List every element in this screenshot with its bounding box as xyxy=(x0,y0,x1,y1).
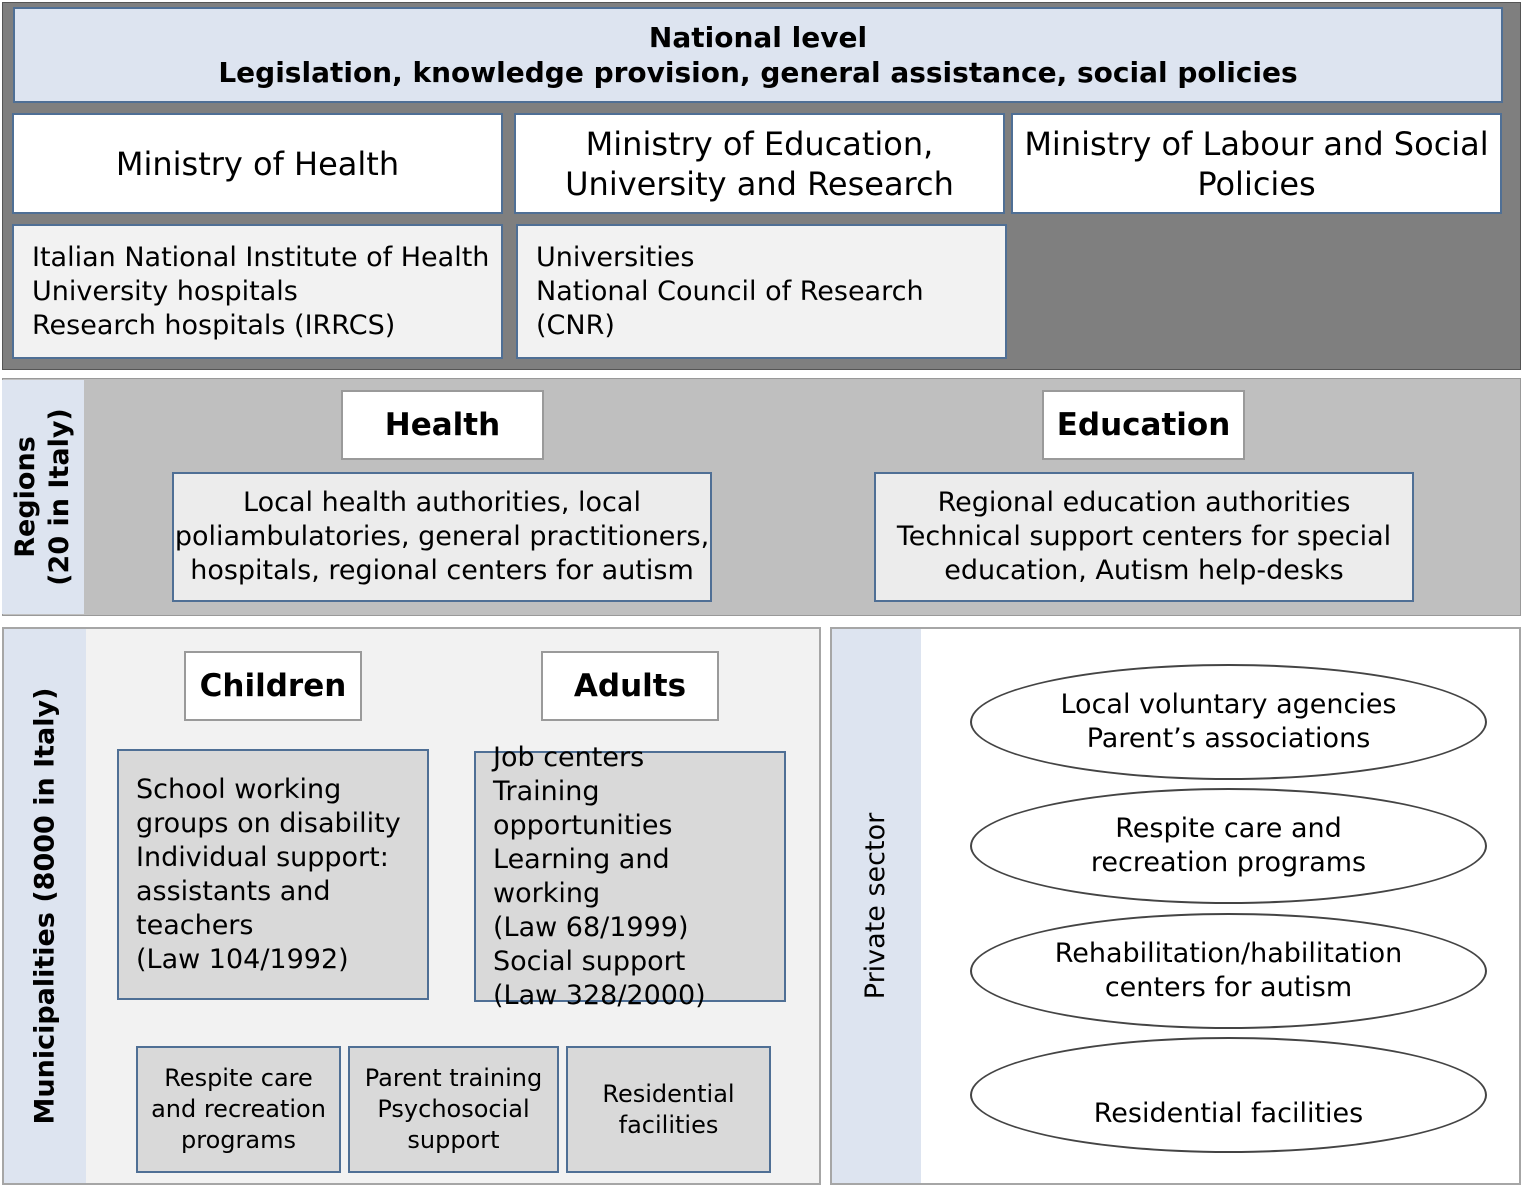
regional-health-line: poliambulatories, general practitioners, xyxy=(174,521,710,552)
children-service-line: groups on disability xyxy=(136,807,401,839)
residential-facilities-box xyxy=(566,1046,771,1173)
parent-training-box xyxy=(348,1046,559,1173)
residential-facilities-line: facilities xyxy=(618,1110,719,1139)
rehabilitation-centers-ellipse xyxy=(970,913,1487,1029)
respite-care-line: programs xyxy=(181,1126,296,1154)
adults-service-line: Social support xyxy=(493,945,686,977)
children-service-line: teachers xyxy=(136,909,254,941)
regions-side-label xyxy=(2,380,84,614)
regions-health-header: Health xyxy=(341,390,544,460)
health-institution-item: Research hospitals (IRRCS) xyxy=(32,309,396,341)
residential-facilities-ellipse xyxy=(970,1037,1487,1153)
private-item-line: centers for autism xyxy=(1104,972,1353,1003)
health-institutions-box xyxy=(12,224,503,359)
private-item-line: recreation programs xyxy=(1090,847,1367,878)
regional-health-line: hospitals, regional centers for autism xyxy=(190,555,694,586)
national-level-header xyxy=(13,7,1503,103)
private-item-line: Local voluntary agencies xyxy=(1060,689,1397,720)
municipalities-side-label xyxy=(4,629,86,1183)
respite-care-box xyxy=(136,1046,341,1173)
adults-header: Adults xyxy=(541,651,719,721)
education-institutions-box xyxy=(516,224,1007,359)
regional-education-services-box xyxy=(874,472,1414,602)
children-header: Children xyxy=(184,651,362,721)
ministry-labour-line: Policies xyxy=(1197,164,1316,203)
adults-service-line: (Law 328/2000) xyxy=(493,979,706,1011)
parent-training-line: Psychosocial xyxy=(377,1095,530,1123)
health-institution-item: Italian National Institute of Health xyxy=(32,241,490,273)
regional-health-line: Local health authorities, local xyxy=(243,487,641,518)
national-level-title: National level xyxy=(648,21,868,54)
regional-education-line: Regional education authorities xyxy=(937,487,1351,518)
regional-health-services-box xyxy=(172,472,712,602)
ministry-labour-line: Ministry of Labour and Social xyxy=(1024,124,1489,163)
private-item-line: Residential facilities xyxy=(1093,1098,1364,1129)
ministry-of-education-box xyxy=(514,113,1005,214)
respite-care-ellipse xyxy=(970,788,1487,904)
adults-service-line: (Law 68/1999) xyxy=(493,911,689,943)
ministry-education-line: Ministry of Education, xyxy=(585,124,934,163)
national-level-subtitle: Legislation, knowledge provision, general assistance, social policies xyxy=(218,56,1298,89)
children-service-line: (Law 104/1992) xyxy=(136,943,349,975)
parent-training-line: support xyxy=(407,1126,500,1154)
adults-service-line: Learning and working xyxy=(493,843,670,909)
children-services-box xyxy=(117,749,429,1000)
private-sector-side-label xyxy=(832,629,921,1183)
municipalities-label: Municipalities (8000 in Italy) xyxy=(29,687,60,1125)
ministry-education-line: University and Research xyxy=(565,164,954,203)
private-item-line: Respite care and xyxy=(1115,813,1342,844)
children-service-line: Individual support: xyxy=(136,841,389,873)
regions-label-line: (20 in Italy) xyxy=(44,408,75,586)
education-institution-item: National Council of Research (CNR) xyxy=(536,275,924,341)
health-institution-item: University hospitals xyxy=(32,275,298,307)
ministry-of-labour-box xyxy=(1011,113,1502,214)
private-item-line: Rehabilitation/habilitation xyxy=(1054,938,1403,969)
regions-label-line: Regions xyxy=(10,436,41,558)
parent-training-line: Parent training xyxy=(364,1064,543,1092)
children-service-line: assistants and xyxy=(136,875,331,907)
respite-care-line: and recreation xyxy=(151,1095,326,1123)
respite-care-line: Respite care xyxy=(164,1064,313,1092)
regional-education-line: education, Autism help-desks xyxy=(944,555,1344,586)
private-item-line: Parent’s associations xyxy=(1086,723,1371,754)
private-sector-label: Private sector xyxy=(860,812,892,1000)
voluntary-agencies-ellipse xyxy=(970,664,1487,780)
residential-facilities-line: Residential xyxy=(602,1079,735,1108)
adults-service-line: Job centers xyxy=(493,741,645,773)
regional-education-line: Technical support centers for special xyxy=(896,521,1392,552)
adults-service-line: Training opportunities xyxy=(493,775,673,841)
adults-services-box xyxy=(474,741,786,1011)
ministry-health-line: Ministry of Health xyxy=(115,144,400,183)
regions-education-header: Education xyxy=(1042,390,1245,460)
education-institution-item: Universities xyxy=(536,241,695,273)
children-service-line: School working xyxy=(136,773,342,805)
ministry-of-health-box xyxy=(12,113,503,214)
